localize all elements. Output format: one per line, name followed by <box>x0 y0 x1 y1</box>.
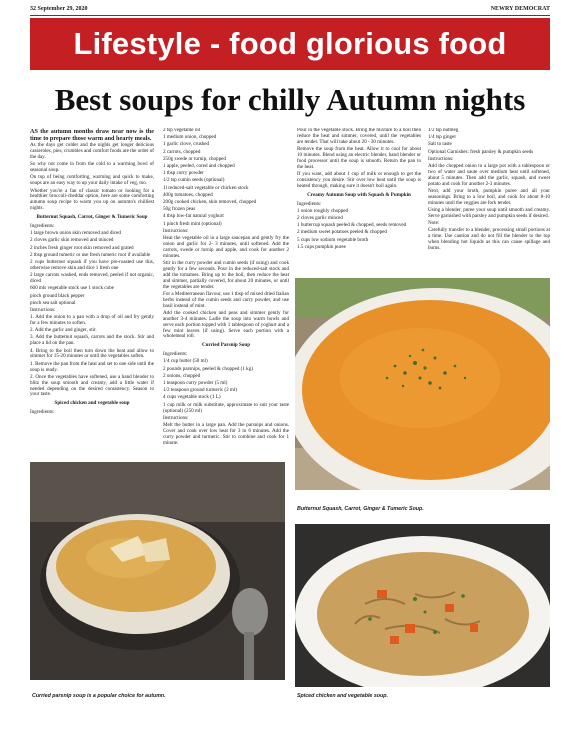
body-paragraph: Carefully transfer to a blender, processing small portions at a time. Use caution and do not fill the blender to the top when blending hot liquids as this can cause spillage and burns. <box>428 227 550 251</box>
ingredient: 200g cooked chicken, skin removed, chopped <box>163 199 257 206</box>
instruction-step: 1. Add the onion to a pan with a drop of oil and fry gently for a few minutes to soften. <box>30 314 154 327</box>
article-column-4 <box>428 128 550 273</box>
instructions-label: Instructions: <box>163 414 189 421</box>
ingredient: 1/2 teaspoon ground turmeric (2 ml) <box>163 387 237 394</box>
butternut-soup-photo <box>295 278 550 500</box>
body-paragraph: For a Mediterranean flavour, use 1 tbsp of mixed dried Italian herbs instead of the cumin seeds and curry powder, and use basil instead of mint. <box>163 290 289 309</box>
body-paragraph: Add the cooked chicken and peas and simmer gently for another 3-4 minutes. Ladle the soup into warm bowls and serve each portion topped with 1 tablespoon of yoghurt and a few mint leaves (if using). Serve each portion with a wholemeal roll. <box>163 309 289 340</box>
body-paragraph: Stir in the curry powder and cumin seeds (if using) and cook gently for a few seconds. Pour in the reduced-salt stock and add the tomatoes. Bring up to the boil, then reduce the heat and simmer, partially covered, for about 20 minutes, or until the vegetables are tender. <box>163 259 289 290</box>
parsnip-soup-photo <box>30 462 285 687</box>
ingredient: 1 onion roughly chopped <box>297 207 349 214</box>
instructions-label: Instructions: <box>163 227 189 234</box>
ingredient: 1 apple, peeled, cored and chopped <box>163 163 235 170</box>
ingredient: 250g swede or turnip, chopped <box>163 155 226 162</box>
ingredient: 2 large carrots washed, ends removed, peeled if not organic, diced <box>30 272 154 285</box>
page-number-date: 32 September 29, 2020 <box>30 6 88 12</box>
lead-paragraph: AS the autumn months draw near now is the time to prepare those warm and hearty meals. <box>30 128 154 142</box>
instructions-label: Instructions: <box>428 155 454 162</box>
section-title: Lifestyle - food glorious food <box>73 26 507 61</box>
article-column-1 <box>30 128 154 455</box>
ingredient: 2 inches fresh ginger root skin removed and grated <box>30 244 134 251</box>
body-paragraph: Heat the vegetable oil in a large saucepan and gently fry the onion and garlic for 2- 3 minutes, until softened. Add the carrots, swede or turnip and apple, and cook for another 2 minutes. <box>163 235 289 259</box>
body-paragraph: Add the chopped onion to a large pot with a tablespoon or two of water and saute over medium heat until softened, about 5 minutes. Then add the garlic, squash, and sweet potato and cook for another 2-3 minutes. <box>428 163 550 187</box>
ingredient: 1/4 cup butter (50 ml) <box>163 358 208 365</box>
body-paragraph: On top of being comforting, warming and quick to make, soups are an easy way to up your daily intake of veg, too. <box>30 174 154 187</box>
parsnip-photo-caption: Curried parsnip soup is a popular choice for autumn. <box>32 693 166 699</box>
recipe-title: Spiced chicken and vegetable soup <box>54 400 130 407</box>
ingredient: 1/4 tsp ginger <box>428 134 457 141</box>
body-paragraph: Pour in the vegetable stock. Bring the mixture to a boil then reduce the heat and simmer, covered, until the vegetables are tender. That will take about 20 - 30 minutes. <box>297 128 421 145</box>
body-paragraph: Remove the soup from the heat. Allow it to cool for about 10 minutes. Blend using an electric blender, hand blender or food processor until the soup is smooth. Return the pan to the heat. <box>297 146 421 170</box>
ingredient: 1 pinch fresh mint (optional) <box>163 220 222 227</box>
article-headline: Best soups for chilly Autumn nights <box>54 82 526 117</box>
section-banner <box>30 18 550 70</box>
ingredient: 1/2 tsp nutmeg <box>428 128 459 133</box>
note-label: Note: <box>428 220 440 227</box>
ingredient: 1.5 cups pumpkin puree <box>297 243 346 250</box>
ingredient: Salt to taste <box>428 141 452 148</box>
page-header <box>30 6 550 15</box>
ingredients-label: Ingredients: <box>297 200 322 207</box>
chicken-photo-caption: Spiced chicken and vegetable soup. <box>297 693 388 699</box>
instruction-step: 1. Remove the pan from the heat and set to one side until the soup is ready. <box>30 360 154 373</box>
ingredient: 4 tbsp low-fat natural yoghurt <box>163 213 224 220</box>
ingredient: 1 large brown onion skin removed and diced <box>30 230 121 237</box>
butternut-soup-illustration <box>295 278 550 500</box>
body-paragraph: Using a blender, puree your soup until smooth and creamy. Serve garnished with parsley and pumpkin seeds if desired. <box>428 206 550 219</box>
ingredient: 1 tbsp curry powder <box>163 170 204 177</box>
ingredient: 1l reduced-salt vegetable or chicken stock <box>163 184 249 191</box>
ingredient: pinch sea salt optional <box>30 299 76 306</box>
ingredients-label: Ingredients: <box>30 409 55 416</box>
ingredient: 2 carrots, chopped <box>163 148 201 155</box>
body-paragraph: So why not come in from the cold to a warming bowl of seasonal soup. <box>30 161 154 174</box>
body-paragraph: Melt the butter in a large pan. Add the parsnips and onions. Cover and cook over low heat for 3 to 6 minutes. Add the curry powder and turmeric. Stir to combine and cook for 1 minute. <box>163 421 289 446</box>
article-column-2 <box>163 128 289 455</box>
ingredients-label: Ingredients: <box>163 351 188 358</box>
ingredient: 5 cups low sodium vegetable broth <box>297 236 369 243</box>
ingredient: 2 tsp vegetable oil <box>163 128 201 133</box>
chicken-soup-photo <box>295 524 550 687</box>
ingredient: pinch ground black pepper <box>30 292 85 299</box>
butternut-photo-caption: Butternut Squash, Carrot, Ginger & Tumeric Soup. <box>297 506 424 512</box>
ingredient: 2 cloves garlic skin removed and minced <box>30 237 114 244</box>
recipe-title: Butternut Squash, Carrot, Ginger & Tumeric Soup <box>36 214 148 221</box>
ingredient: 2 cups butternut squash if you have pre-roasted use this, otherwise remove skin and dice 1 fresh one <box>30 259 154 271</box>
ingredient: 1 teaspoon curry powder (5 ml) <box>163 380 228 387</box>
body-paragraph: Next, add your broth, pumpkin puree and all your seasonings. Bring to a low boil, and cook for about 8-10 minutes until the veggies are fork tender. <box>428 187 550 206</box>
ingredient: 2 cloves garlic minced <box>297 214 343 221</box>
recipe-title: Creamy Autumn Soup with Squash & Pumpkin <box>307 191 411 198</box>
ingredient: 1 medium onion, chopped <box>163 134 217 141</box>
chicken-soup-illustration <box>295 524 550 687</box>
ingredient: Optional Garnishes: fresh parsley & pumpkin seeds <box>428 148 534 155</box>
ingredient: 1/2 tsp cumin seeds (optional) <box>163 177 225 184</box>
header-rule <box>30 15 550 16</box>
body-paragraph: If you want, add about 1 cup of milk or enough to get the consistency you desire. Stir over low heat until the soup is heated through, making sure it doesn't boil again. <box>297 170 421 189</box>
instruction-step: 2. Add the garlic and ginger, stir. <box>30 327 97 334</box>
body-paragraph: Whether you're a fan of classic tomato or looking for a healthier broccoli-cheddar option, here are some comforting autumn soup recipe to warm you up on autumn's chilliest nights. <box>30 187 154 212</box>
ingredient: 2 pounds parsnips, peeled & chopped (1 kg) <box>163 365 253 372</box>
instruction-step: 4. Bring to the boil then turn down the heat and allow to simmer for 15-20 minutes or until the vegetables soften. <box>30 347 154 360</box>
publication-name: NEWRY DEMOCRAT <box>490 6 550 12</box>
ingredient: 1 cup milk or milk substitute, approximate to suit your taste (optional) (250 ml) <box>163 401 289 414</box>
ingredients-label: Ingredients: <box>30 223 55 230</box>
instructions-label: Instructions: <box>30 306 56 313</box>
instruction-step: 2. Once the vegetables have softened, use a hand blender to blitz the soup smooth and creamy, add a little water if needed depending on the desired consistency. Season to your taste. <box>30 373 154 398</box>
ingredient: 600 mls vegetable stock use 1 stock cube <box>30 285 114 292</box>
recipe-title: Curried Parsnip Soup <box>201 342 251 349</box>
ingredient: 2 tbsp ground tumeric or use fresh tumeric root if available <box>30 251 151 258</box>
ingredient: 2 onions, chopped <box>163 372 201 379</box>
instruction-step: 3. Add the butternut squash, carrots and the stock. Stir and place a lid on the pan. <box>30 334 154 347</box>
ingredient: 400g tomatoes, chopped <box>163 191 213 198</box>
body-paragraph: As the days get colder and the nights get longer delicious casseroles, pies, crumbles and comfort foods are the order of the day. <box>30 142 154 161</box>
ingredient: 1 buttercup squash peeled & chopped, seeds removed <box>297 222 407 229</box>
ingredient: 50g frozen peas <box>163 206 196 213</box>
ingredient: 2 medium sweet potatoes peeled & chopped <box>297 229 387 236</box>
ingredient: 4 cups vegetable stock (1 L) <box>163 394 221 401</box>
parsnip-soup-illustration <box>30 462 285 687</box>
ingredient: 1 garlic clove, crushed <box>163 141 210 148</box>
article-column-3 <box>297 128 421 273</box>
